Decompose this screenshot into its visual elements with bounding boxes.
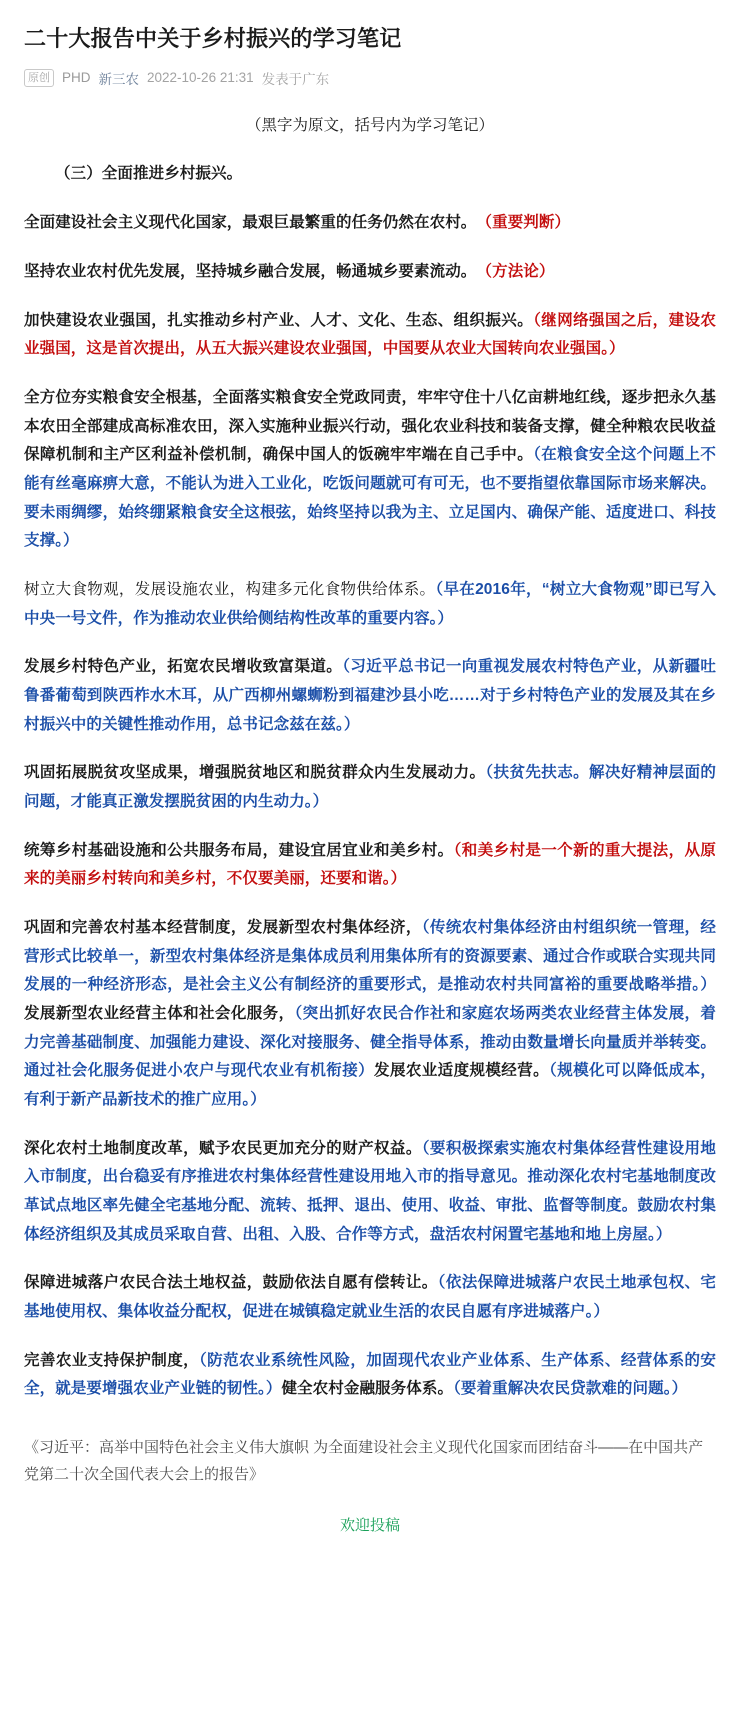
source-text: 发展乡村特色产业，拓宽农民增收致富渠道。 [24,658,343,676]
source-text: 全面建设社会主义现代化国家，最艰巨最繁重的任务仍然在农村。 [24,214,469,232]
study-note-red: （继网络强国之后，建设农业强国，这是首次提出，从五大振兴建设农业强国，中国要从农业大国转向农业强国。） [24,311,717,358]
source-text: 保障进城落户农民合法土地权益，鼓励依法自愿有偿转让。 [24,1274,438,1292]
study-note-blue: （传统农村集体经济由村组织统一管理，经营形式比较单一，新型农村集体经济是集体成员利用集体所有的资源要素、通过合作或联合实现共同发展的一种经济形态，是社会主义公有制经济的重要形式，是推动农村共同富裕的重要战略举措。） [24,918,716,994]
meta-author: PHD [62,70,91,86]
article-body [24,160,716,1404]
paragraph-p1 [24,209,716,238]
source-text: 坚持农业农村优先发展，坚持城乡融合发展，畅通城乡要素流动。 [24,262,469,280]
paragraph-p12 [24,1347,716,1404]
study-note-blue: （规模化可以降低成本，有利于新产品新技术的推广应用。） [24,1062,716,1108]
paragraph-p2 [24,258,716,287]
page-title: 二十大报告中关于乡村振兴的学习笔记 [24,26,402,51]
source-text: 巩固和完善农村基本经营制度，发展新型农村集体经济， [24,918,422,936]
source-text: 深化农村土地制度改革，赋予农民更加充分的财产权益。 [24,1139,422,1157]
source-text: （三）全面推进乡村振兴。 [55,165,243,183]
study-note-blue: （在粮食安全这个问题上不能有丝毫麻痹大意，不能认为进入工业化，吃饭问题就可有可无，也不要指望依靠国际市场来解决。要未雨绸缪，始终绷紧粮食安全这根弦，始终坚持以我为主、立足国内、确保产能、适度进口、科技支撑。） [24,446,717,550]
source-text: 树立大食物观，发展设施农业，构建多元化食物供给体系。 [24,580,436,598]
study-note-red: （重要判断） [468,214,571,232]
study-note-blue: （习近平总书记一向重视发展农村特色产业，从新疆吐鲁番葡萄到陕西柞水木耳，从广西柳州螺蛳粉到福建沙县小吃……对于乡村特色产业的发展及其在乡村振兴中的关键性推动作用，总书记念兹在兹。） [24,658,716,733]
source-text: 全方位夯实粮食安全根基，全面落实粮食安全党政同责，牢牢守住十八亿亩耕地红线，逐步把永久基本农田全部建成高标准农田，深入实施种业振兴行动，强化农业科技和装备支撑，健全种粮农民收益保障机制和主产区利益补偿机制，确保中国人的饭碗牢牢端在自己手中。 [24,388,716,464]
source-text: 健全农村金融服务体系。 [281,1380,454,1398]
source-text: 统筹乡村基础设施和公共服务布局，建设宜居宜业和美乡村。 [24,841,454,859]
article-source-citation: 《习近平：高举中国特色社会主义伟大旗帜 为全面建设社会主义现代化国家而团结奋斗——在中国共产党第二十次全国代表大会上的报告》 [24,1439,704,1483]
study-note-blue: （扶贫先扶志。解决好精神层面的问题，才能真正激发摆脱贫困的内生动力。） [24,764,716,810]
paragraph-p9 [24,914,716,1115]
meta-publish-date: 2022-10-26 21:31 [147,70,254,86]
study-note-blue: （早在2016年，“树立大食物观”即已写入中央一号文件，作为推动农业供给侧结构性改革的重要内容。） [24,580,716,627]
paragraph-p10 [24,1135,716,1250]
paragraph-p7 [24,759,716,816]
paragraph-p3 [24,307,716,364]
paragraph-p5 [24,576,716,633]
article-subtitle: （黑字为原文，括号内为学习笔记） [245,116,494,134]
source-text: 发展农业适度规模经营。 [374,1062,550,1080]
study-note-blue: （突出抓好农民合作社和家庭农场两类农业经营主体发展，着力完善基础制度、加强能力建设、深化对接服务、健全指导体系，推动由数量增长向量质并举转变。通过社会化服务促进小农户与现代农业有机衔接） [24,1004,717,1080]
article-meta [24,68,716,88]
study-note-red: （和美乡村是一个新的重大提法，从原来的美丽乡村转向和美乡村，不仅要美丽，还要和谐。） [24,841,717,888]
study-note-red: （方法论） [468,262,555,280]
status-badge-original: 原创 [24,69,54,87]
paragraph-p8 [24,837,716,894]
paragraph-p6 [24,653,716,739]
source-text: 加快建设农业强国，扎实推动乡村产业、人才、文化、生态、组织振兴。 [24,311,534,329]
study-note-blue: （要着重解决农民贷款难的问题。） [453,1380,688,1398]
meta-account-name[interactable]: 新三农 [98,71,140,87]
submit-cta-link[interactable]: 欢迎投稿 [339,1517,400,1534]
paragraph-section-heading [24,160,716,189]
study-note-blue: （防范农业系统性风险，加固现代农业产业体系、生产体系、经营体系的安全，就是要增强农业产业链的韧性。） [24,1351,716,1398]
paragraph-p4 [24,384,716,556]
study-note-blue: （依法保障进城落户农民土地承包权、宅基地使用权、集体收益分配权，促进在城镇稳定就业生活的农民自愿有序进城落户。） [24,1274,716,1320]
source-text: 完善农业支持保护制度， [24,1351,200,1369]
source-text: 发展新型农业经营主体和社会化服务， [24,1004,295,1022]
study-note-blue: （要积极探索实施农村集体经营性建设用地入市制度，出台稳妥有序推进农村集体经营性建设用地入市的指导意见。推动深化农村宅基地制度改革试点地区率先健全宅基地分配、流转、抵押、退出、使用、收益、审批、监督等制度。鼓励农村集体经济组织及其成员采取自营、出租、入股、合作等方式，盘活农村闲置宅基地和地上房屋。） [24,1139,716,1243]
source-text: 巩固拓展脱贫攻坚成果，增强脱贫地区和脱贫群众内生发展动力。 [24,764,486,782]
paragraph-p11 [24,1269,716,1326]
meta-publish-location: 发表于广东 [261,71,330,87]
